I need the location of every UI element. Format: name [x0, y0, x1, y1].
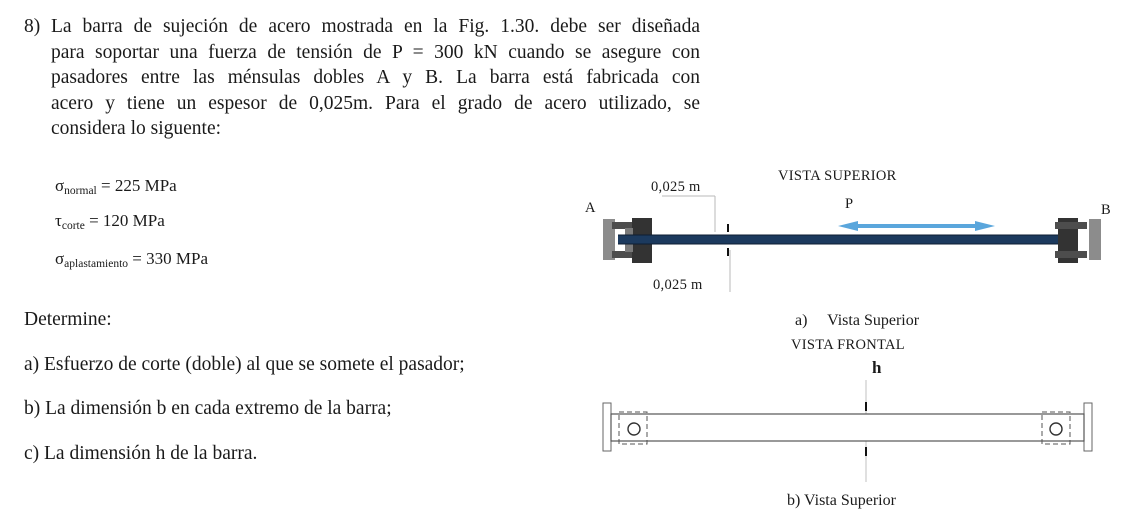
property-symbol: τ — [55, 211, 62, 230]
steel-bar — [618, 235, 1075, 244]
front-view-caption: b) Vista Superior — [787, 492, 896, 509]
force-label-p: P — [845, 196, 854, 212]
property-symbol: σ — [55, 249, 65, 268]
task-c: c) La dimensión h de la barra. — [24, 443, 258, 464]
task-b: b) La dimensión b en cada extremo de la barra; — [24, 398, 392, 419]
top-view-title: VISTA SUPERIOR — [778, 168, 897, 184]
bracket-b — [1055, 218, 1101, 263]
height-label-h: h — [872, 358, 882, 377]
statement-line-4: acero y tiene un espesor de 0,025m. Para el grado de acero utilizado, se — [51, 92, 700, 114]
property-value: = 225 MPa — [101, 176, 177, 195]
bracket-label-a: A — [585, 200, 596, 216]
bracket-label-b: B — [1101, 202, 1111, 218]
task-a: a) Esfuerzo de corte (doble) al que se somete el pasador; — [24, 354, 465, 375]
front-view-bar — [603, 403, 1092, 451]
dim-label-top: 0,025 m — [651, 179, 701, 195]
determine-heading: Determine: — [24, 309, 112, 330]
statement-line-3: pasadores entre las ménsulas dobles A y B. La barra está fabricada con — [51, 67, 700, 88]
property-symbol: σ — [55, 176, 65, 195]
force-arrow-icon — [838, 221, 995, 231]
statement-line-1: La barra de sujeción de acero mostrada en la Fig. 1.30. debe ser diseñada — [51, 16, 700, 37]
top-view-caption: a) Vista Superior — [795, 312, 920, 329]
property-value: = 330 MPa — [132, 249, 208, 268]
property-subscript: aplastamiento — [64, 258, 129, 270]
property-value: = 120 MPa — [89, 211, 165, 230]
statement-line-5: considera lo siguente: — [51, 118, 222, 139]
statement-line-2: para soportar una fuerza de tensión de P = 300 kN cuando se asegure con — [51, 41, 700, 63]
dim-label-bottom: 0,025 m — [653, 277, 703, 293]
property-subscript: corte — [61, 220, 85, 232]
property-subscript: normal — [64, 185, 97, 197]
problem-number: 8) — [24, 16, 41, 37]
front-view-title: VISTA FRONTAL — [791, 337, 905, 353]
